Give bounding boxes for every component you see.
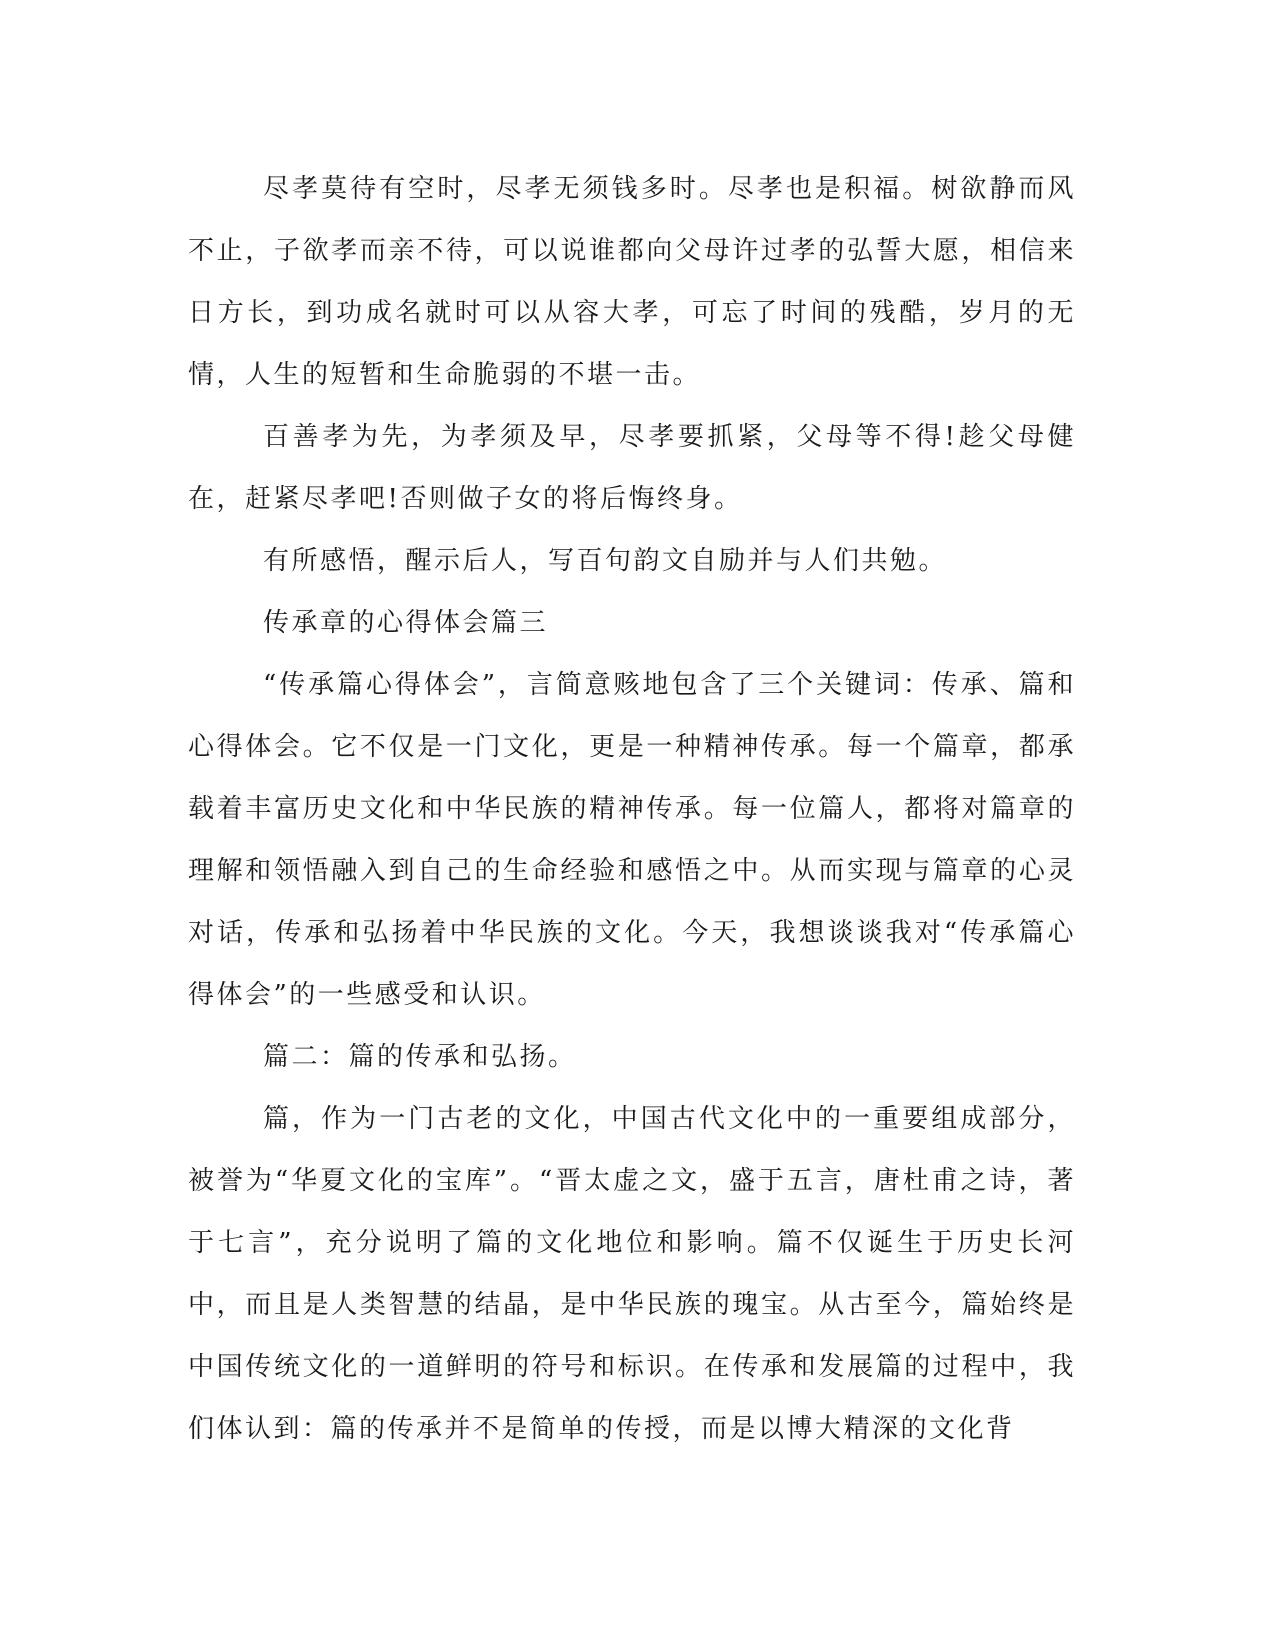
section-heading-part-two: 篇二：篇的传承和弘扬。 [263, 1042, 577, 1072]
paragraph-filial-piety-urge: 百善孝为先，为孝须及早，尽孝要抓紧，父母等不得!趁父母健在，赶紧尽孝吧!否则做子女的将后悔终身。 [188, 422, 1076, 514]
paragraph-filial-piety-intro: 尽孝莫待有空时，尽孝无须钱多时。尽孝也是积福。树欲静而风不止，子欲孝而亲不待，可以说谁都向父母许过孝的弘誓大愿，相信来日方长，到功成名就时可以从容大孝，可忘了时间的残酷，岁月的无情，人生的短暂和生命脆弱的不堪一击。 [188, 174, 1076, 390]
document-body [188, 158, 1076, 1460]
paragraph-inheritance-intro: “传承篇心得体会”，言简意赅地包含了三个关键词：传承、篇和心得体会。它不仅是一门文化，更是一种精神传承。每一个篇章，都承载着丰富历史文化和中华民族的精神传承。每一位篇人，都将对篇章的理解和领悟融入到自己的生命经验和感悟之中。从而实现与篇章的心灵对话，传承和弘扬着中华民族的文化。今天，我想谈谈我对“传承篇心得体会”的一些感受和认识。 [188, 670, 1076, 1010]
paragraph-ancient-culture: 篇，作为一门古老的文化，中国古代文化中的一重要组成部分，被誉为“华夏文化的宝库”。“晋太虚之文，盛于五言，唐杜甫之诗，著于七言”，充分说明了篇的文化地位和影响。篇不仅诞生于历史长河中，而且是人类智慧的结晶，是中华民族的瑰宝。从古至今，篇始终是中国传统文化的一道鲜明的符号和标识。在传承和发展篇的过程中，我们体认到：篇的传承并不是简单的传授，而是以博大精深的文化背 [188, 1104, 1076, 1444]
section-heading-part-three: 传承章的心得体会篇三 [263, 608, 549, 638]
paragraph-reflection: 有所感悟，醒示后人，写百句韵文自励并与人们共勉。 [263, 546, 948, 576]
